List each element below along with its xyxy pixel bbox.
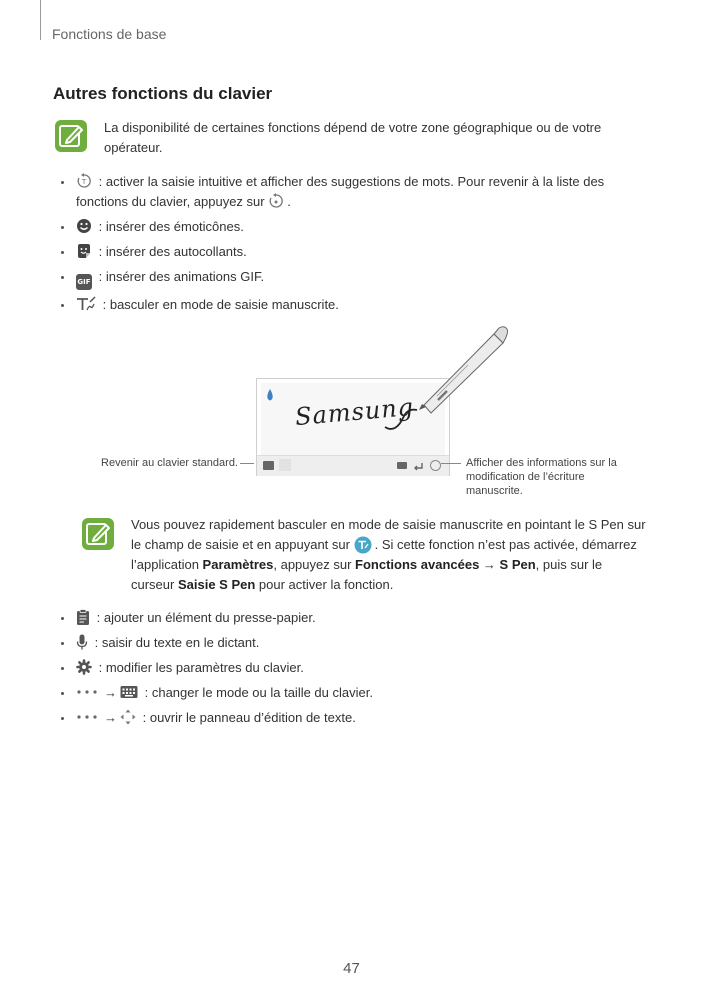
settings-app-name: Paramètres <box>202 557 274 572</box>
page-number: 47 <box>343 960 360 977</box>
note-availability: La disponibilité de certaines fonctions dépend de votre zone géographique ou de votre opérateur. <box>104 120 602 155</box>
list-item-voice <box>56 633 646 653</box>
gif-desc: : insérer des animations GIF. <box>95 269 265 284</box>
note2-arrow: → <box>479 557 500 572</box>
handwriting-desc: : basculer en mode de saisie manuscrite. <box>99 297 339 312</box>
note2-part4: , puis sur le curseur <box>131 557 603 592</box>
list-item-gif <box>56 267 646 290</box>
text-edit-panel-icon <box>120 709 136 725</box>
text-edit-desc: : ouvrir le panneau d’édition de texte. <box>139 710 356 725</box>
keyboard-switch-icon[interactable] <box>263 461 274 470</box>
gif-icon <box>76 274 92 290</box>
ink-drop-icon <box>263 387 277 403</box>
handwriting-toolbar <box>257 455 449 476</box>
svg-text:T: T <box>81 178 87 186</box>
note2-part2: . Si cette fonction n’est pas activée, démarrez l’application <box>131 537 637 572</box>
sticker-icon <box>76 243 92 259</box>
gif-icon-label: GIF <box>77 278 91 286</box>
spen-input-button-icon <box>354 536 372 554</box>
back-to-functions-icon <box>268 193 284 209</box>
clipboard-desc: : ajouter un élément du presse-papier. <box>93 610 316 625</box>
callout-right-line <box>441 463 461 464</box>
note-spen-tip <box>131 515 649 595</box>
predictive-text-desc: : activer la saisie intuitive et afficher des suggestions de mots. Pour revenir à la liste des fonctions du clavier, appuyez sur <box>76 174 605 209</box>
callout-left-line <box>240 463 254 464</box>
more-options-icon <box>76 684 98 700</box>
callout-left-text: Revenir au clavier standard. <box>101 457 238 469</box>
more-options-icon-2 <box>76 709 98 725</box>
toolbar-blank-key[interactable] <box>279 459 291 471</box>
handwriting-icon <box>76 296 96 312</box>
microphone-icon <box>76 634 88 650</box>
settings-desc: : modifier les paramètres du clavier. <box>95 660 304 675</box>
info-icon[interactable] <box>430 460 441 471</box>
text-edit-arrow: → <box>104 710 117 725</box>
emoji-icon <box>76 218 92 234</box>
emoji-desc: : insérer des émoticônes. <box>95 219 244 234</box>
advanced-features-label: Fonctions avancées <box>355 557 480 572</box>
list-item-keyboard-mode <box>56 683 646 703</box>
spen-input-label: Saisie S Pen <box>177 577 256 592</box>
list-item-stickers <box>56 242 646 262</box>
s-pen-icon <box>380 324 510 444</box>
note2-part5: pour activer la fonction. <box>255 577 394 592</box>
clipboard-icon <box>76 609 90 625</box>
note2-part3: , appuyez sur <box>273 557 356 572</box>
note2-part1: Vous pouvez rapidement basculer en mode de saisie manuscrite en pointant le S Pen sur le champ de saisie et en appuyant sur <box>131 517 646 552</box>
list-item-emoji <box>56 217 646 237</box>
list-item-handwriting <box>56 295 646 315</box>
list-item-clipboard <box>56 608 646 628</box>
note-pencil-icon <box>55 120 87 152</box>
header-rule <box>40 0 41 40</box>
predictive-text-icon <box>76 173 92 189</box>
keyboard-icon <box>120 684 138 700</box>
spen-label: S Pen <box>499 557 536 572</box>
gear-icon <box>76 659 92 675</box>
keyboard-functions-list-2 <box>56 608 646 733</box>
keyboard-mode-arrow: → <box>104 685 117 700</box>
section-title: Autres fonctions du clavier <box>53 84 273 103</box>
keyboard-mode-desc: : changer le mode ou la taille du clavier. <box>141 685 373 700</box>
keyboard-functions-list <box>56 172 646 320</box>
predictive-text-end: . <box>287 194 291 209</box>
note-pencil-icon-2 <box>82 518 114 550</box>
stickers-desc: : insérer des autocollants. <box>95 244 247 259</box>
list-item-text-edit <box>56 708 646 728</box>
enter-icon[interactable] <box>413 460 424 471</box>
list-item-predictive <box>56 172 646 212</box>
header-title: Fonctions de base <box>52 26 167 42</box>
callout-right-text: Afficher des informations sur la modification de l’écriture manuscrite. <box>466 457 617 497</box>
backspace-icon[interactable] <box>397 462 407 469</box>
list-item-settings <box>56 658 646 678</box>
handwriting-sample: Samsung <box>294 392 416 432</box>
voice-desc: : saisir du texte en le dictant. <box>91 635 260 650</box>
